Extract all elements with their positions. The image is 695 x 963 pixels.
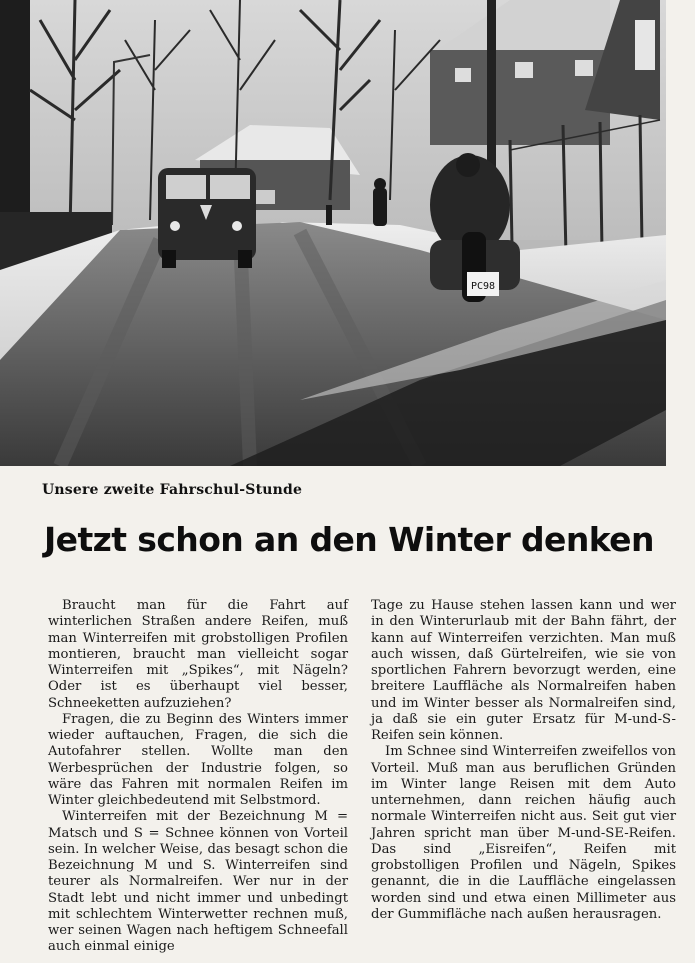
van [158, 168, 256, 268]
paragraph: Braucht man für die Fahrt auf winterlichen Straßen andere Reifen, muß man Winterreifen mit grobstolligen Profilen montieren, braucht man vielleicht sogar Winterreifen mit „Spikes“, mit Nägeln? Oder ist es überhaupt viel besser, Schneeketten aufzuziehen? [48, 598, 348, 711]
article-column-left [48, 598, 348, 956]
paragraph: Im Schnee sind Winterreifen zweifellos von Vorteil. Muß man aus beruflichen Gründen im Winter lange Reisen mit dem Auto unternehmen, dann reichen häufig auch normale Winterreifen nicht aus. Seit gut vier Jahren spricht man über M-und-SE-Reifen. Das sind „Eisreifen“, Reifen mit grobstolligen Profilen und Nägeln, Spikes genannt, die in die Lauffläche eingelassen worden sind und etwa einen Millimeter aus der Gummifläche nach außen herausragen. [371, 744, 676, 922]
article-column-right [371, 598, 676, 923]
paragraph: Fragen, die zu Beginn des Winters immer wieder auftauchen, Fragen, die sich die Autofahrer stellen. Wollte man den Werbesprüchen der Industrie folgen, so wäre das Fahren mit normalen Reifen im Winter gleichbedeutend mit Selbstmord. [48, 711, 348, 808]
article-headline: Jetzt schon an den Winter denken [44, 520, 654, 559]
license-plate: PC98 [470, 281, 496, 292]
paragraph: Winterreifen mit der Bezeichnung M = Matsch und S = Schnee können von Vorteil sein. In welcher Weise, das besagt schon die Bezeichnung M und S. Winterreifen sind teurer als Normalreifen. Wer nur in der Stadt lebt und nicht immer und unbedingt mit schlechtem Winterwetter rechnen muß, wer seinen Wagen nach heftigem Schneefall auch einmal einige [48, 809, 348, 955]
photo-illustration [0, 0, 666, 466]
paragraph: Tage zu Hause stehen lassen kann und wer in den Winterurlaub mit der Bahn fährt, der kann auf Winterreifen verzichten. Man muß auch wissen, daß Gürtelreifen, wie sie von sportlichen Fahrern bevorzugt werden, eine breitere Lauffläche als Normalreifen haben und im Winter besser als Normalreifen sind, ja daß sie ein guter Ersatz für M-und-S-Reifen sein können. [371, 598, 676, 743]
article-kicker: Unsere zweite Fahrschul-Stunde [42, 482, 303, 498]
winter-street-photo [0, 0, 666, 466]
